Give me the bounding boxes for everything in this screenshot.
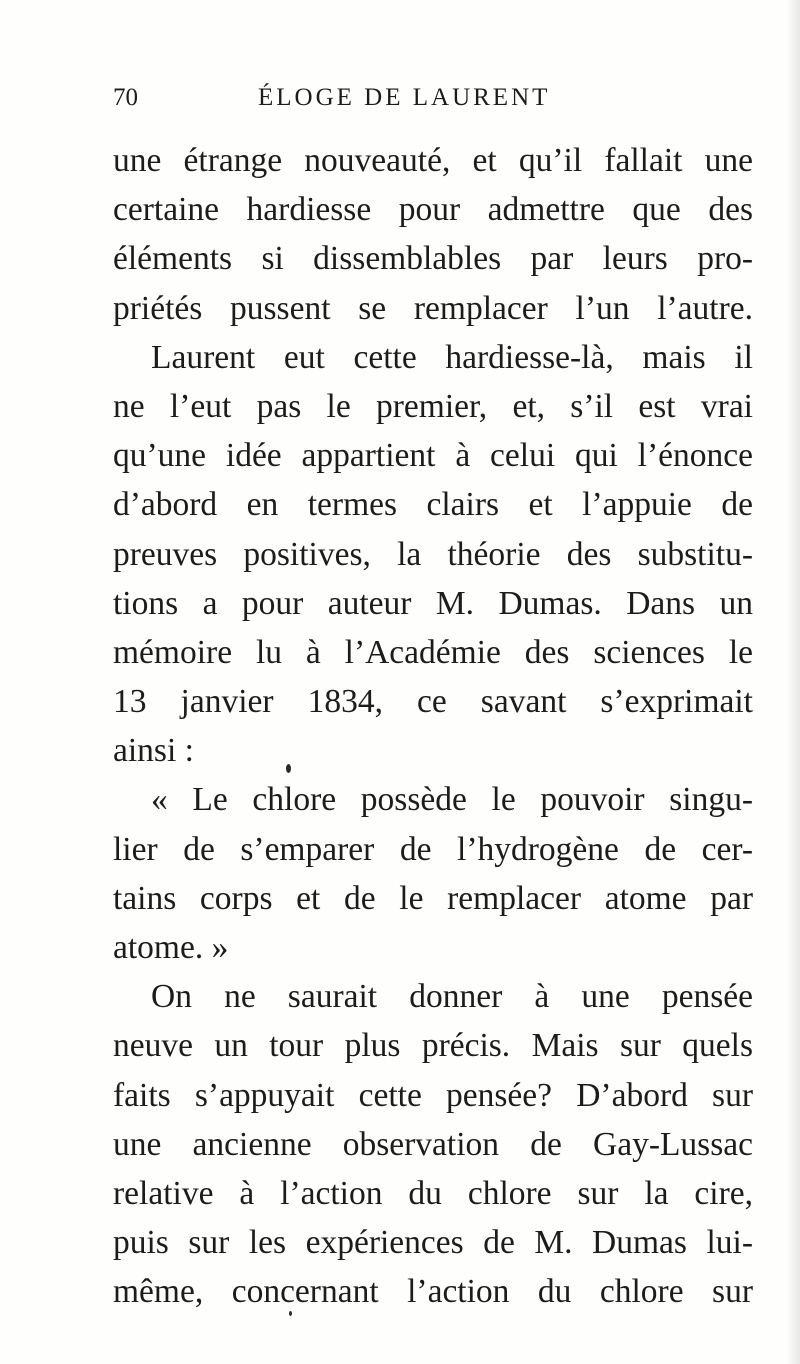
text-line: même, concernant l’action du chlore sur: [113, 1273, 753, 1311]
text-line: une étrange nouveauté, et qu’il fallait une: [113, 142, 753, 179]
text-line: éléments si dissemblables par leurs pro-: [113, 240, 753, 278]
text-line: tains corps et de le remplacer atome par: [113, 879, 753, 917]
text-line: 13 janvier 1834, ce savant s’exprimait: [113, 683, 753, 721]
text-line: d’abord en termes clairs et l’appuie de: [113, 486, 753, 524]
text-line: neuve un tour plus précis. Mais sur quels: [113, 1027, 753, 1065]
page-edge-shadow: [786, 0, 800, 1364]
text-line: tions a pour auteur M. Dumas. Dans un: [113, 584, 753, 622]
running-header: [113, 84, 753, 120]
text-line: puis sur les expériences de M. Dumas lui-: [113, 1224, 753, 1262]
text-line: « Le chlore possède le pouvoir singu-: [151, 781, 753, 819]
ink-speck: [289, 1311, 292, 1316]
text-line: priétés pussent se remplacer l’un l’autre.: [113, 289, 753, 327]
running-title: ÉLOGE DE LAURENT: [258, 84, 551, 111]
text-line: certaine hardiesse pour admettre que des: [113, 191, 753, 229]
text-line: relative à l’action du chlore sur la cire,: [113, 1174, 753, 1212]
text-line: lier de s’emparer de l’hydrogène de cer-: [113, 830, 753, 868]
ink-speck: [286, 764, 291, 773]
text-line: atome. »: [113, 929, 229, 966]
text-line: qu’une idée appartient à celui qui l’énonce: [113, 437, 753, 475]
text-line: une ancienne observation de Gay-Lussac: [113, 1125, 753, 1163]
text-line: faits s’appuyait cette pensée? D’abord sur: [113, 1076, 753, 1114]
text-line: mémoire lu à l’Académie des sciences le: [113, 633, 753, 671]
text-line: preuves positives, la théorie des substitu-: [113, 535, 753, 573]
text-line: ainsi :: [113, 732, 194, 770]
text-line: Laurent eut cette hardiesse-là, mais il: [151, 338, 753, 376]
body-text: [113, 136, 753, 1317]
text-line: On ne saurait donner à une pensée: [151, 978, 753, 1016]
text-line: ne l’eut pas le premier, et, s’il est vrai: [113, 387, 753, 425]
page-number: 70: [113, 84, 138, 111]
